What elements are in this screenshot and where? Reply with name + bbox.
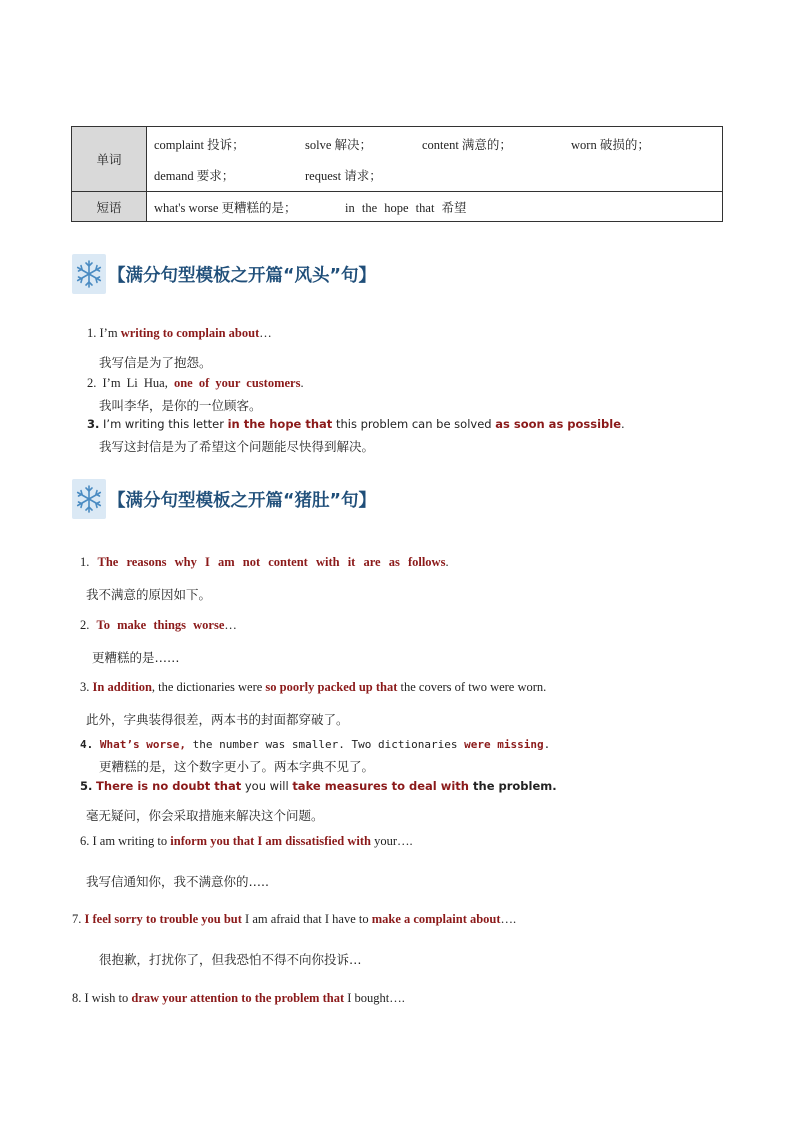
s1-item-3: 3. I’m writing this letter in the hope that this problem can be solved as soon as possible. xyxy=(87,417,625,431)
s2-item-5-cn: 毫无疑问，你会采取措施来解决这个问题。 xyxy=(86,808,324,823)
word-content: content 满意的； xyxy=(422,137,512,152)
section2-title: 【满分句型模板之开篇“猪肚”句】 xyxy=(108,490,377,511)
s1-item-2-cn: 我叫李华，是你的一位顾客。 xyxy=(99,398,262,413)
vocab-table xyxy=(71,126,723,222)
s2-item-2-cn: 更糟糕的是…… xyxy=(92,650,180,665)
word-complaint: complaint 投诉； xyxy=(154,137,245,152)
phrases-cell xyxy=(147,192,723,222)
s2-item-3: 3. In addition, the dictionaries were so poorly packed up that the covers of two were worn. xyxy=(80,680,547,694)
snowflake-icon xyxy=(72,479,106,519)
s2-item-7: 7. I feel sorry to trouble you but I am afraid that I have to make a complaint about…. xyxy=(72,912,517,926)
phrases-label: 短语 xyxy=(72,192,147,222)
s2-item-3-cn: 此外，字典装得很差，两本书的封面都穿破了。 xyxy=(86,712,349,727)
s1-item-2: 2. I’m Li Hua, one of your customers. xyxy=(87,376,304,390)
s2-item-1: 1. The reasons why I am not content with it are as follows. xyxy=(80,555,449,569)
section1-heading xyxy=(72,254,376,294)
section2-heading xyxy=(72,479,376,519)
phrase-whats-worse: what's worse 更糟糕的是； xyxy=(154,200,297,215)
s1-item-3-cn: 我写这封信是为了希望这个问题能尽快得到解决。 xyxy=(99,439,375,454)
s2-item-6: 6. I am writing to inform you that I am dissatisfied with your…. xyxy=(80,834,413,848)
snowflake-icon xyxy=(72,254,106,294)
section1-title: 【满分句型模板之开篇“风头”句】 xyxy=(108,265,377,286)
s2-item-6-cn: 我写信通知你，我不满意你的….. xyxy=(86,874,269,889)
words-cell xyxy=(147,127,723,192)
s2-item-2: 2. To make things worse… xyxy=(80,618,237,632)
words-label: 单词 xyxy=(72,127,147,192)
s2-item-1-cn: 我不满意的原因如下。 xyxy=(86,587,212,602)
s2-item-4-cn: 更糟糕的是，这个数字更小了。两本字典不见了。 xyxy=(99,759,375,774)
s2-item-4: 4. What’s worse, the number was smaller. Two dictionaries were missing. xyxy=(80,738,551,751)
word-worn: worn 破损的； xyxy=(571,137,650,152)
word-demand: demand 要求； xyxy=(154,168,235,183)
s2-item-7-cn: 很抱歉，打扰你了，但我恐怕不得不向你投诉… xyxy=(99,952,362,967)
s1-item-1-cn: 我写信是为了抱怨。 xyxy=(99,355,212,370)
s1-item-1: 1. I’m writing to complain about… xyxy=(87,326,272,340)
word-solve: solve 解决； xyxy=(305,137,373,152)
s2-item-8: 8. I wish to draw your attention to the problem that I bought…. xyxy=(72,991,405,1005)
phrase-in-the-hope-that: in the hope that 希望 xyxy=(345,200,467,215)
word-request: request 请求； xyxy=(305,168,382,183)
s2-item-5: 5. There is no doubt that you will take measures to deal with the problem. xyxy=(80,779,557,793)
